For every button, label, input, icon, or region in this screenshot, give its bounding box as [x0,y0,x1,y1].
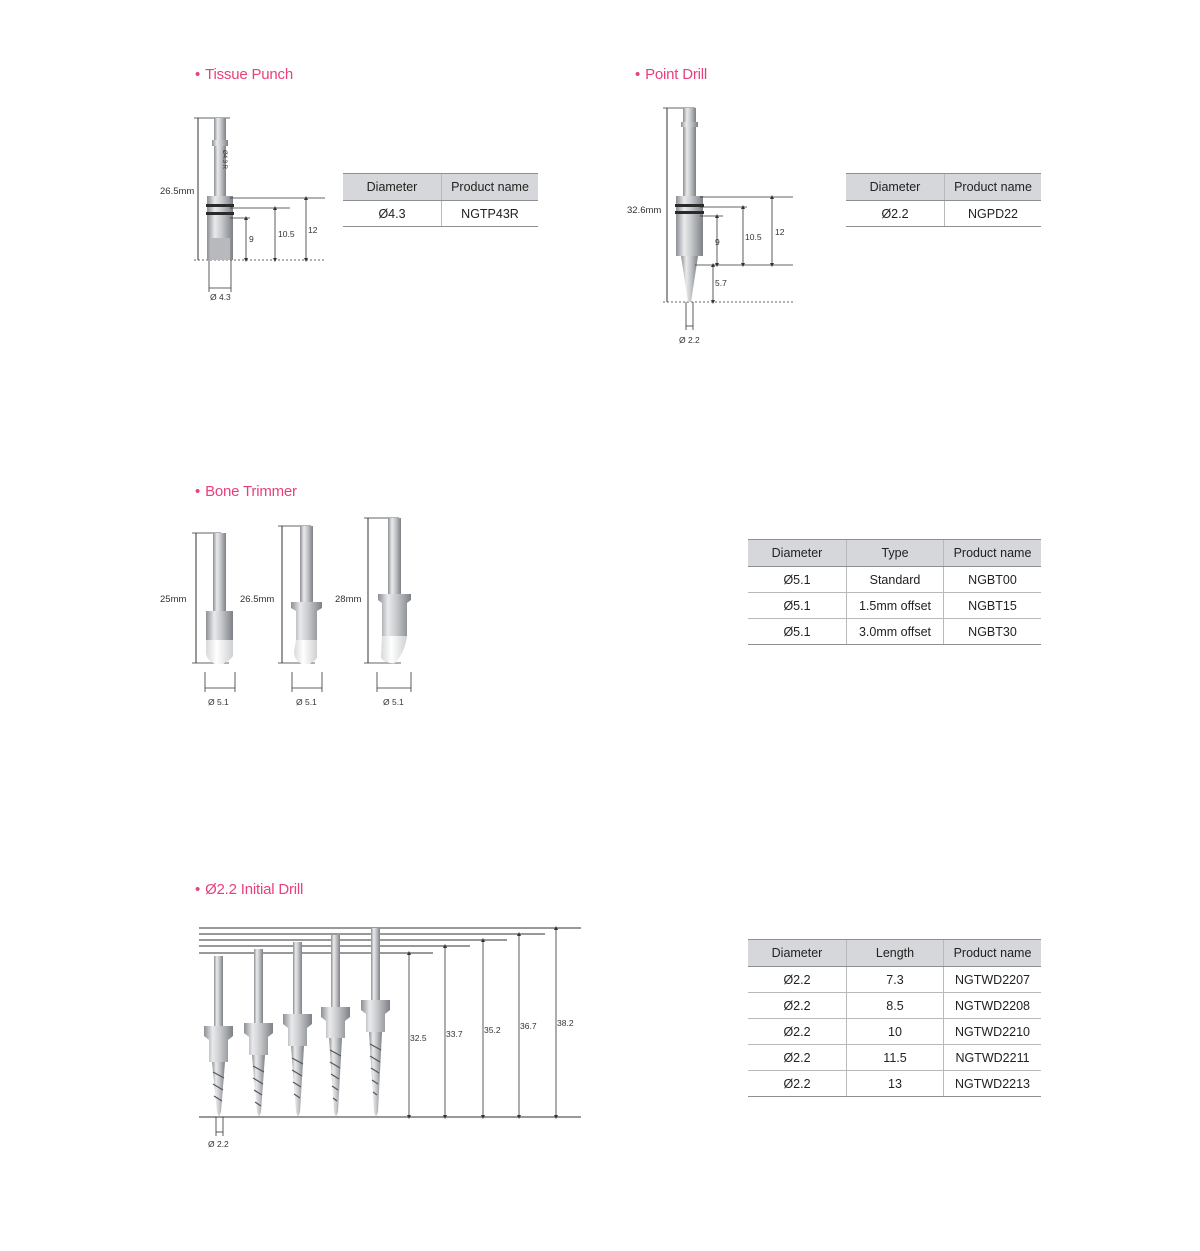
initial-drill-title-text: Ø2.2 Initial Drill [205,881,304,898]
tissue-punch-table [343,173,538,227]
table-cell: NGTP43R [442,201,539,227]
table-row [846,201,1041,227]
table-cell: 7.3 [847,967,944,993]
table-header: Diameter [748,540,847,567]
point-drill-tip [681,256,698,302]
table-header: Product name [944,940,1042,967]
table-cell: NGBT30 [944,619,1042,645]
table-cell: Standard [847,567,944,593]
table-cell: 3.0mm offset [847,619,944,645]
table-cell: NGBT15 [944,593,1042,619]
initial-drill-3 [283,942,312,1117]
table-cell: Ø5.1 [748,567,847,593]
table-row [748,619,1041,645]
initial-drill-length-1: 32.5 [410,1033,427,1043]
point-drill-dim-5-7: 5.7 [715,278,727,288]
table-row [748,967,1041,993]
table-cell: NGTWD2208 [944,993,1042,1019]
point-drill-dim-10-5: 10.5 [745,232,762,242]
tissue-punch-total-length: 26.5mm [160,186,195,197]
point-drill-title-text: Point Drill [645,66,708,83]
table-cell: Ø5.1 [748,593,847,619]
bone-trimmer-3-diameter: Ø 5.1 [383,697,404,707]
bone-trimmer-table [748,539,1041,645]
bone-trimmer-2-shank [300,526,313,602]
initial-drill-5 [361,928,390,1117]
bone-trimmer-1-length: 25mm [160,594,187,605]
table-cell: Ø5.1 [748,619,847,645]
point-drill-total-length: 32.6mm [627,205,662,216]
point-drill-dim-12: 12 [775,227,785,237]
initial-drill-length-4: 36.7 [520,1021,537,1031]
initial-drill-diagram [195,920,595,1155]
table-header: Diameter [748,940,847,967]
initial-drill-title [195,881,303,898]
table-row [748,1045,1041,1071]
tissue-punch-diagram [150,110,350,310]
table-header: Product name [945,174,1042,201]
initial-drill-length-2: 33.7 [446,1029,463,1039]
tissue-punch-engraving: Ø4.3 R [221,150,227,170]
table-header: Diameter [846,174,945,201]
table-cell: Ø2.2 [748,1019,847,1045]
table-cell: Ø2.2 [748,967,847,993]
bone-trimmer-2-diameter: Ø 5.1 [296,697,317,707]
tissue-punch-title [195,66,293,83]
initial-drill-1 [204,956,233,1117]
initial-drill-length-5: 38.2 [557,1018,574,1028]
table-header: Product name [442,174,539,201]
table-row [748,993,1041,1019]
bone-trimmer-title-text: Bone Trimmer [205,483,297,500]
bone-trimmer-diagram [155,512,435,712]
table-cell: NGTWD2211 [944,1045,1042,1071]
bone-trimmer-1-diameter: Ø 5.1 [208,697,229,707]
point-drill-dim-9: 9 [715,237,720,247]
tissue-punch-dim-10-5: 10.5 [278,229,295,239]
tissue-punch-diameter: Ø 4.3 [210,292,231,302]
bone-trimmer-2-length: 26.5mm [240,594,275,605]
table-cell: Ø2.2 [748,993,847,1019]
point-drill-diameter: Ø 2.2 [679,335,700,345]
bone-trimmer-1-shank [213,533,226,611]
table-row [343,201,538,227]
table-cell: NGPD22 [945,201,1042,227]
table-row [748,593,1041,619]
bullet-icon: • [635,66,641,83]
point-drill-shank [683,108,696,198]
table-header: Length [847,940,944,967]
bone-trimmer-3-length: 28mm [335,594,362,605]
table-header: Diameter [343,174,442,201]
table-cell: Ø2.2 [748,1045,847,1071]
bone-trimmer-title [195,483,297,500]
table-cell: 10 [847,1019,944,1045]
tissue-punch-dim-9: 9 [249,234,254,244]
table-row [748,567,1041,593]
initial-drill-length-3: 35.2 [484,1025,501,1035]
table-cell: 1.5mm offset [847,593,944,619]
table-cell: Ø4.3 [343,201,442,227]
bullet-icon: • [195,881,201,898]
table-cell: 11.5 [847,1045,944,1071]
initial-drill-table [748,939,1041,1097]
table-cell: NGTWD2213 [944,1071,1042,1097]
table-cell: Ø2.2 [846,201,945,227]
initial-drill-4 [321,935,350,1117]
table-cell: Ø2.2 [748,1071,847,1097]
bullet-icon: • [195,66,201,83]
bone-trimmer-3-head [381,636,407,663]
point-drill-title [635,66,707,83]
table-header: Product name [944,540,1042,567]
table-cell: NGTWD2210 [944,1019,1042,1045]
table-cell: NGBT00 [944,567,1042,593]
table-cell: NGTWD2207 [944,967,1042,993]
bone-trimmer-3-shank [388,518,401,594]
bone-trimmer-2-head [294,640,317,664]
tissue-punch-dim-12: 12 [308,225,318,235]
initial-drill-diameter: Ø 2.2 [208,1139,229,1149]
bone-trimmer-1-head [206,640,233,664]
table-cell: 8.5 [847,993,944,1019]
bullet-icon: • [195,483,201,500]
table-header: Type [847,540,944,567]
point-drill-table [846,173,1041,227]
initial-drill-2 [244,949,273,1117]
table-cell: 13 [847,1071,944,1097]
point-drill-diagram [625,100,825,350]
tissue-punch-title-text: Tissue Punch [205,66,293,83]
table-row [748,1071,1041,1097]
table-row [748,1019,1041,1045]
